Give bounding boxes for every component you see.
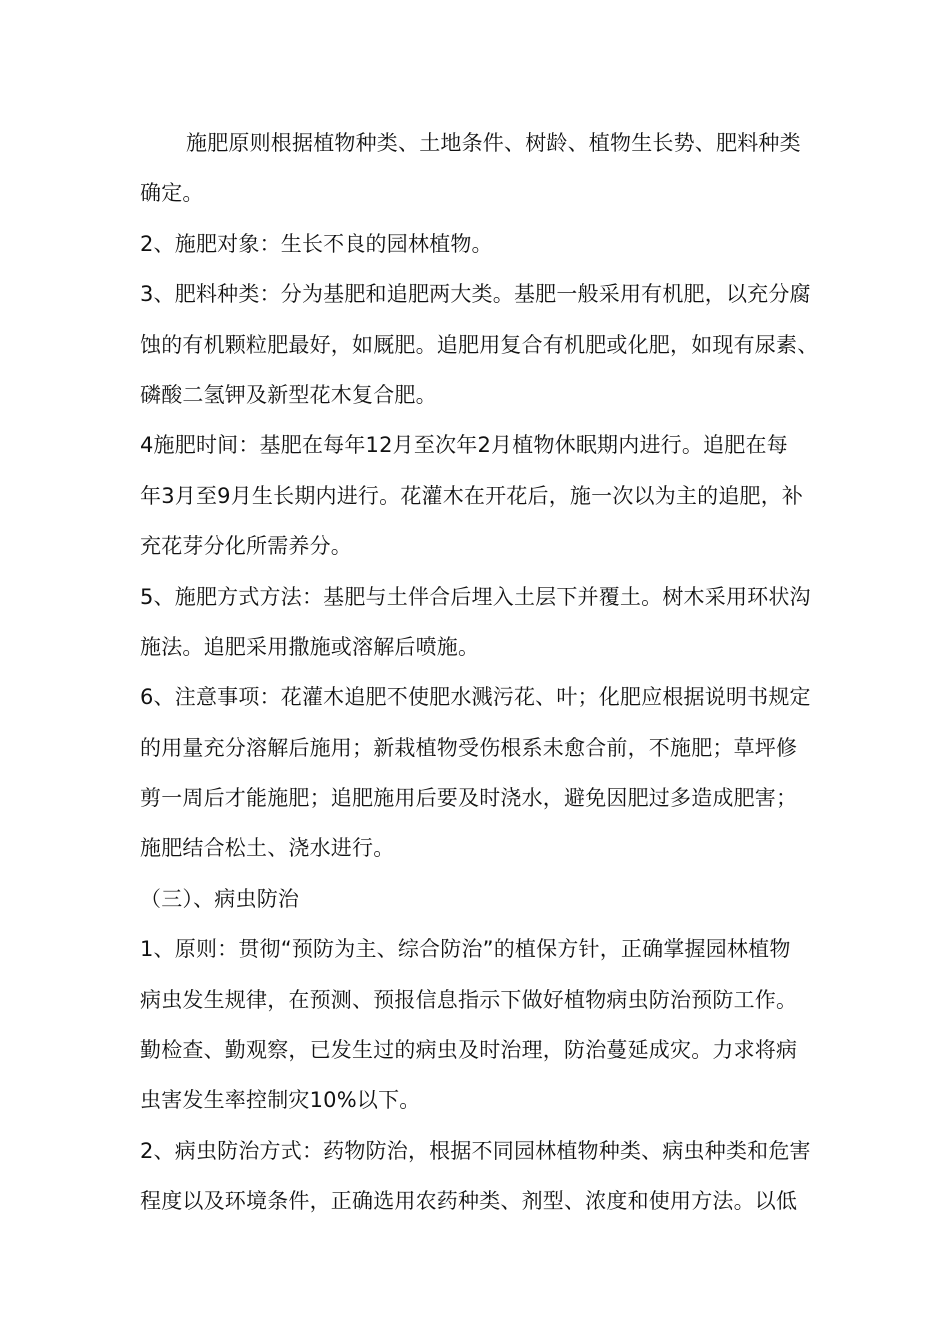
document-page bbox=[140, 118, 830, 1227]
paragraph-line: 6、注意事项：花灌木追肥不使肥水溅污花、叶；化肥应根据说明书规定 bbox=[140, 685, 811, 710]
paragraph-line: 蚀的有机颗粒肥最好，如厩肥。追肥用复合有机肥或化肥，如现有尿素、 bbox=[140, 332, 819, 357]
paragraph-line: 磷酸二氢钾及新型花木复合肥。 bbox=[140, 382, 437, 407]
paragraph-line: 勤检查、勤观察，已发生过的病虫及时治理，防治蔓延成灾。力求将病 bbox=[140, 1038, 798, 1063]
paragraph-line: 剪一周后才能施肥；追肥施用后要及时浇水，避免因肥过多造成肥害； bbox=[140, 786, 798, 811]
paragraph-line: 确定。 bbox=[140, 181, 204, 206]
paragraph-line: 的用量充分溶解后施用；新栽植物受伤根系未愈合前，不施肥；草坪修 bbox=[140, 735, 798, 760]
paragraph-line: 程度以及环境条件，正确选用农药种类、剂型、浓度和使用方法。以低 bbox=[140, 1189, 798, 1214]
paragraph-line: 年3月至9月生长期内进行。花灌木在开花后，施一次以为主的追肥，补 bbox=[140, 483, 804, 508]
paragraph-line: 施法。追肥采用撒施或溶解后喷施。 bbox=[140, 634, 480, 659]
paragraph-line: 病虫发生规律，在预测、预报信息指示下做好植物病虫防治预防工作。 bbox=[140, 987, 798, 1012]
paragraph-line: 施肥原则根据植物种类、土地条件、树龄、植物生长势、肥料种类 bbox=[186, 131, 801, 155]
paragraph-line: 5、施肥方式方法：基肥与土伴合后埋入土层下并覆土。树木采用环状沟 bbox=[140, 584, 811, 609]
paragraph-line: 2、施肥对象：生长不良的园林植物。 bbox=[140, 231, 493, 256]
paragraph-line: 4施肥时间：基肥在每年12月至次年2月植物休眠期内进行。追肥在每 bbox=[140, 433, 788, 458]
paragraph-line: 虫害发生率控制灾10%以下。 bbox=[140, 1088, 421, 1113]
paragraph-line: 施肥结合松土、浇水进行。 bbox=[140, 836, 395, 861]
paragraph-line: 2、病虫防治方式：药物防治，根据不同园林植物种类、病虫种类和危害 bbox=[140, 1138, 811, 1163]
paragraph-line: 充花芽分化所需养分。 bbox=[140, 534, 352, 559]
paragraph-line: 3、肥料种类：分为基肥和追肥两大类。基肥一般采用有机肥，以充分腐 bbox=[140, 282, 811, 307]
section-heading: （三）、病虫防治 bbox=[140, 886, 300, 911]
paragraph-line: 1、原则：贯彻“预防为主、综合防治”的植保方针，正确掌握园林植物 bbox=[140, 937, 791, 962]
